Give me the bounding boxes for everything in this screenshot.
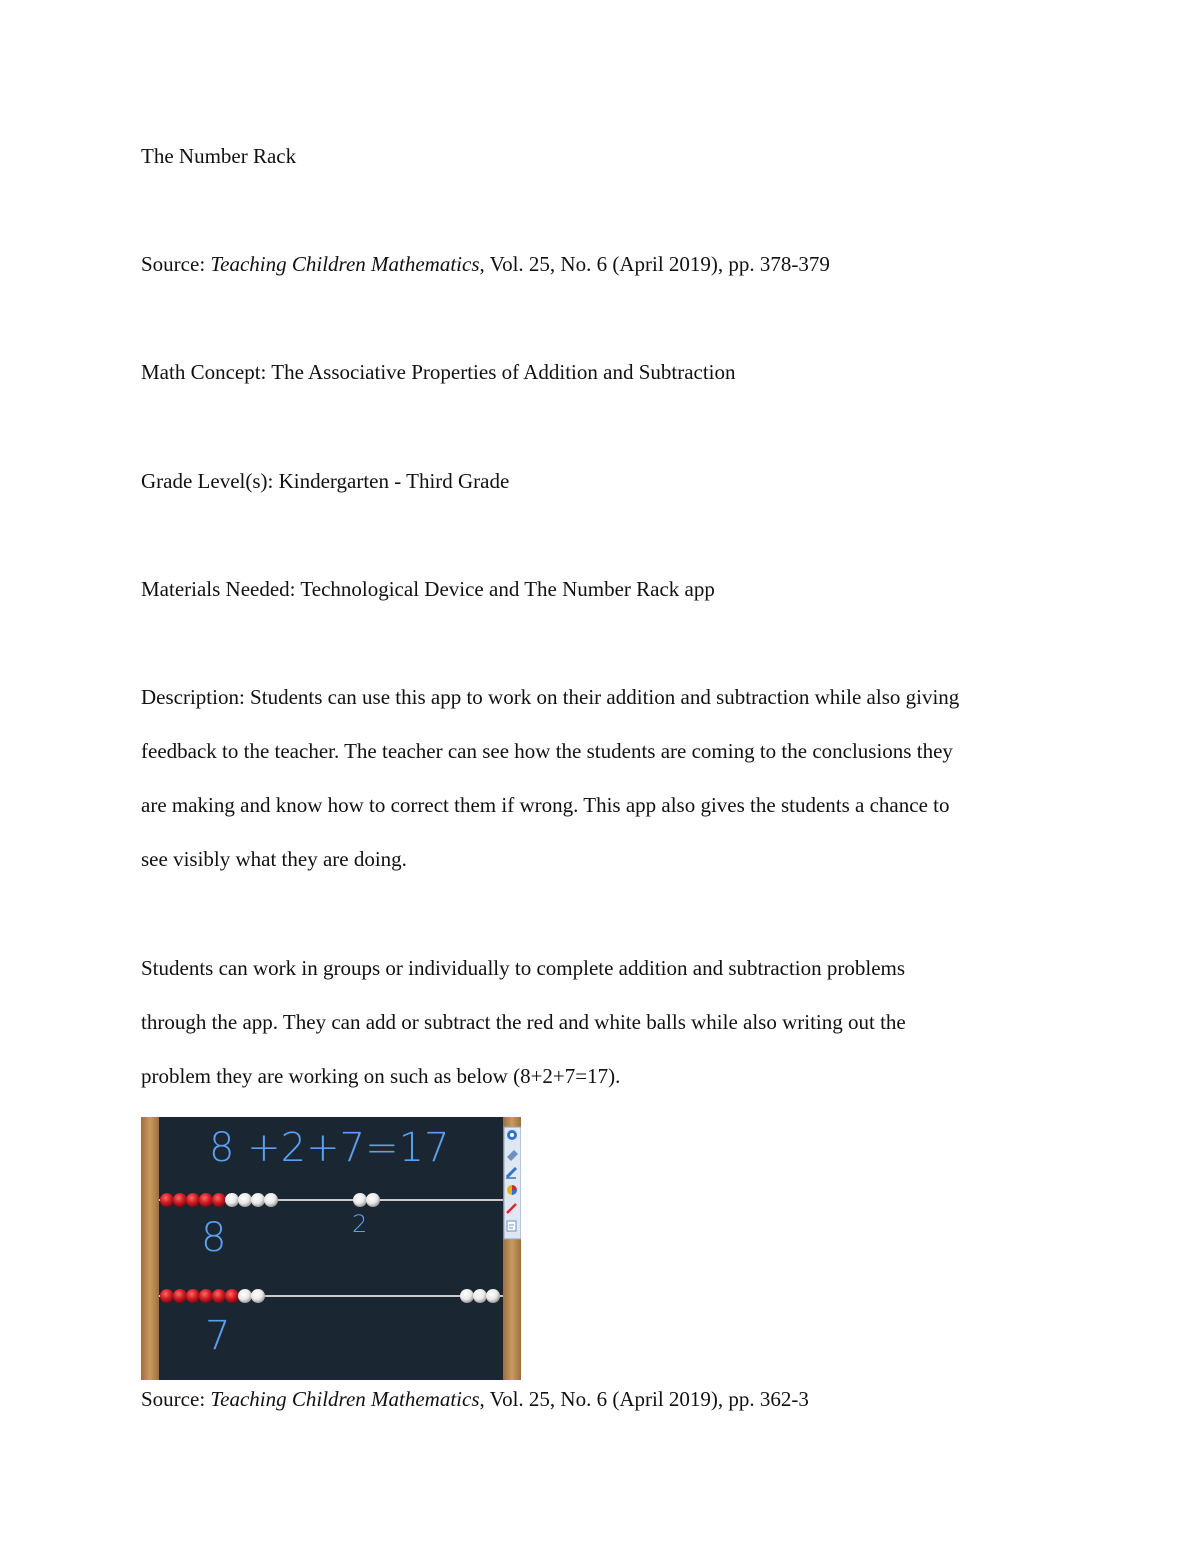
red-bead [160, 1193, 174, 1207]
white-bead [353, 1193, 367, 1207]
equation-text: 8 +2+7=17 [209, 1125, 450, 1171]
color-wheel-icon[interactable] [507, 1185, 517, 1195]
label-eight: 8 [201, 1215, 227, 1261]
number-rack-screenshot [141, 1117, 521, 1380]
label-seven: 7 [205, 1313, 231, 1359]
document-title: The Number Rack [141, 144, 297, 168]
red-bead [186, 1289, 200, 1303]
description-paragraph [141, 670, 1076, 886]
source-citation-1 [141, 251, 830, 277]
white-bead [264, 1193, 278, 1207]
source-details: , Vol. 25, No. 6 (April 2019), pp. 378-379 [479, 252, 830, 276]
source-prefix: Source: [141, 1387, 211, 1411]
description-line: feedback to the teacher. The teacher can see how the students are coming to the conclusions they [141, 739, 953, 763]
white-bead [225, 1193, 239, 1207]
red-bead [212, 1289, 226, 1303]
number-rack-drawing [141, 1117, 521, 1380]
red-bead [199, 1193, 213, 1207]
rod-2-beads-right [460, 1289, 500, 1303]
journal-title: Teaching Children Mathematics [210, 252, 480, 276]
groups-line: Students can work in groups or individually to complete addition and subtraction problems [141, 956, 906, 980]
source-citation-2 [141, 1386, 809, 1412]
white-bead [486, 1289, 500, 1303]
white-bead [460, 1289, 474, 1303]
white-bead [251, 1289, 265, 1303]
label-two: 2 [352, 1210, 368, 1238]
white-bead [473, 1289, 487, 1303]
rod-1-beads-left [160, 1193, 278, 1207]
white-bead [238, 1289, 252, 1303]
frame-left [141, 1117, 159, 1380]
target-icon[interactable] [507, 1130, 517, 1140]
red-bead [199, 1289, 213, 1303]
white-bead [238, 1193, 252, 1207]
red-bead [173, 1289, 187, 1303]
groups-line: problem they are working on such as below (8+2+7=17). [141, 1064, 621, 1088]
groups-line: through the app. They can add or subtract the red and white balls while also writing out the [141, 1010, 906, 1034]
red-bead [160, 1289, 174, 1303]
red-bead [225, 1289, 239, 1303]
white-bead [251, 1193, 265, 1207]
groups-paragraph [141, 941, 1076, 1103]
red-bead [186, 1193, 200, 1207]
source-details: , Vol. 25, No. 6 (April 2019), pp. 362-3 [479, 1387, 809, 1411]
white-bead [366, 1193, 380, 1207]
red-bead [212, 1193, 226, 1207]
source-prefix: Source: [141, 252, 211, 276]
note-icon[interactable] [507, 1221, 516, 1231]
description-line: see visibly what they are doing. [141, 847, 407, 871]
materials-needed: Materials Needed: Technological Device and The Number Rack app [141, 577, 715, 601]
tool-palette[interactable] [504, 1127, 521, 1239]
math-concept: Math Concept: The Associative Properties of Addition and Subtraction [141, 360, 736, 384]
description-line: Description: Students can use this app to work on their addition and subtraction while also giving [141, 685, 960, 709]
journal-title: Teaching Children Mathematics [210, 1387, 480, 1411]
description-line: are making and know how to correct them if wrong. This app also gives the students a chance to [141, 793, 950, 817]
grade-level: Grade Level(s): Kindergarten - Third Grade [141, 469, 510, 493]
red-bead [173, 1193, 187, 1207]
